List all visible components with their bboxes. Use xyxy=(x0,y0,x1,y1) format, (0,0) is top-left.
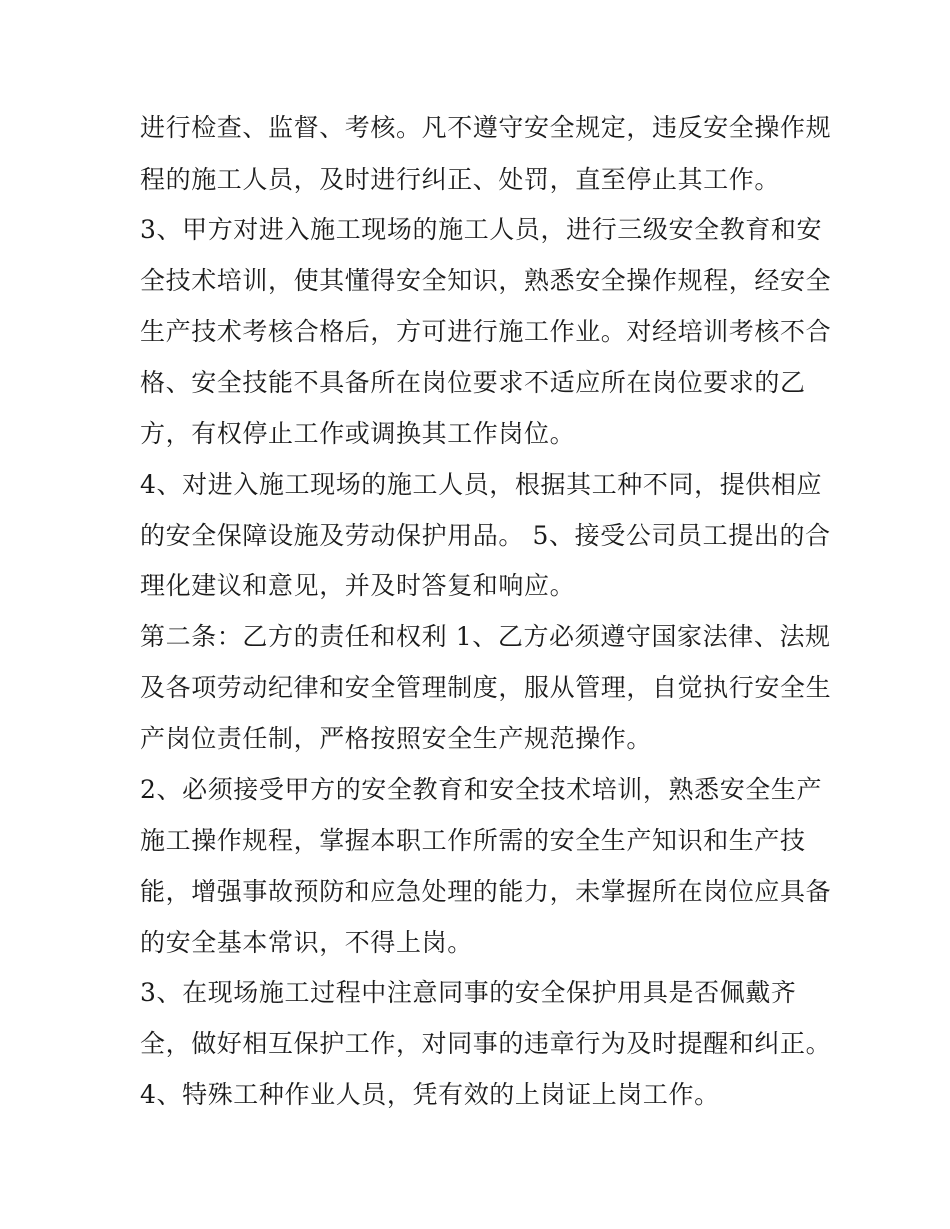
text-line: 生产技术考核合格后，方可进行施工作业。对经培训考核不合 xyxy=(140,317,832,346)
text-line: 产岗位责任制，严格按照安全生产规范操作。 xyxy=(140,724,653,753)
text-line: 及各项劳动纪律和安全管理制度，服从管理，自觉执行安全生 xyxy=(140,673,832,702)
text-line: 4、特殊工种作业人员，凭有效的上岗证上岗工作。 xyxy=(140,1080,720,1109)
text-line: 3、甲方对进入施工现场的施工人员，进行三级安全教育和安 xyxy=(140,215,823,244)
text-line: 的安全基本常识，不得上岗。 xyxy=(140,928,473,957)
text-line: 方，有权停止工作或调换其工作岗位。 xyxy=(140,419,576,448)
text-line: 能，增强事故预防和应急处理的能力，未掌握所在岗位应具备 xyxy=(140,877,832,906)
text-line: 程的施工人员，及时进行纠正、处罚，直至停止其工作。 xyxy=(140,165,781,194)
text-line: 施工操作规程，掌握本职工作所需的安全生产知识和生产技 xyxy=(140,826,806,855)
text-line: 理化建议和意见，并及时答复和响应。 xyxy=(140,571,576,600)
text-line: 全技术培训，使其懂得安全知识，熟悉安全操作规程，经安全 xyxy=(140,266,832,295)
text-line: 2、必须接受甲方的安全教育和安全技术培训，熟悉安全生产 xyxy=(140,775,823,804)
text-line: 4、对进入施工现场的施工人员，根据其工种不同，提供相应 xyxy=(140,470,823,499)
text-line: 格、安全技能不具备所在岗位要求不适应所在岗位要求的乙 xyxy=(140,368,806,397)
text-line: 全，做好相互保护工作，对同事的违章行为及时提醒和纠正。 xyxy=(140,1029,832,1058)
text-line: 第二条：乙方的责任和权利 1、乙方必须遵守国家法律、法规 xyxy=(140,622,831,651)
text-line: 进行检查、监督、考核。凡不遵守安全规定，违反安全操作规 xyxy=(140,113,832,142)
text-line: 的安全保障设施及劳动保护用品。 5、接受公司员工提出的合 xyxy=(140,521,831,550)
text-line: 3、在现场施工过程中注意同事的安全保护用具是否佩戴齐 xyxy=(140,978,797,1007)
